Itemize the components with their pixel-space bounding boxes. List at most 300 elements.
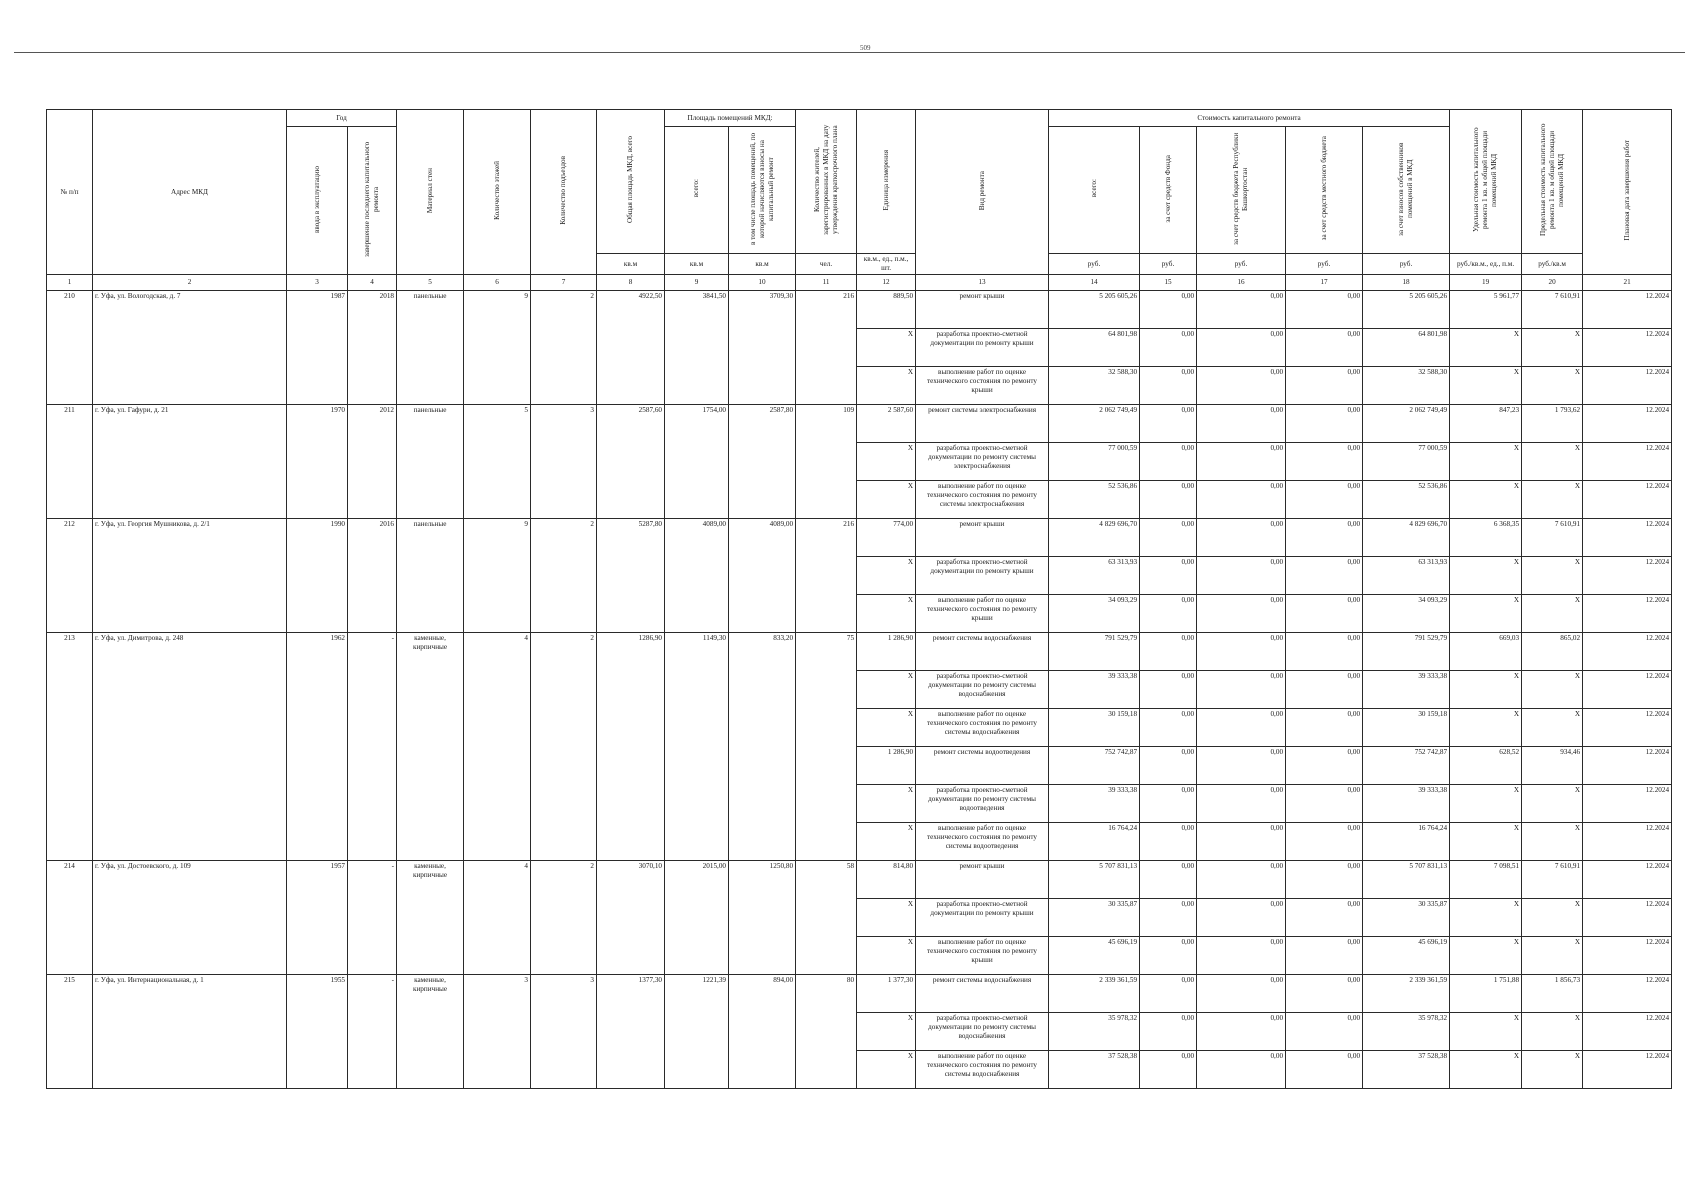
hdr-year-commissioning: ввода в эксплуатацию — [287, 127, 348, 275]
cell-cost-republic: 0,00 — [1197, 519, 1286, 557]
cell-material: каменные, кирпичные — [397, 975, 464, 1089]
hdr-unit-measure: Единица измерения — [857, 110, 916, 254]
cell-cost-owners: 37 528,38 — [1363, 1051, 1450, 1089]
column-number: 18 — [1363, 275, 1450, 291]
hdr-cost-group: Стоимость капитального ремонта — [1049, 110, 1450, 127]
hdr-premises-payers: в том числе площадь помещений, по которой начисляются взносы на капитальный ремонт — [729, 127, 796, 254]
cell-year: 1990 — [287, 519, 348, 633]
cell-repair-type: ремонт крыши — [916, 519, 1049, 557]
cell-cost-local: 0,00 — [1286, 1013, 1363, 1051]
hdr-limit-cost: Предельная стоимость капитального ремонта 1 кв. м общей площади помещений МКД — [1522, 110, 1583, 254]
cell-year: 1970 — [287, 405, 348, 519]
cell-amount: X — [857, 785, 916, 823]
cell-cost-total: 752 742,87 — [1049, 747, 1140, 785]
cell-material: панельные — [397, 405, 464, 519]
hdr-number: № п/п — [47, 110, 93, 275]
cell-cost-republic: 0,00 — [1197, 937, 1286, 975]
cell-repair-type: ремонт системы водоотведения — [916, 747, 1049, 785]
table-row — [47, 519, 1672, 557]
cell-repair-type: ремонт крыши — [916, 291, 1049, 329]
unit-20: руб./кв.м — [1522, 254, 1583, 275]
column-number: 11 — [796, 275, 857, 291]
cell-amount: 1 286,90 — [857, 633, 916, 671]
cell-cost-total: 77 000,59 — [1049, 443, 1140, 481]
cell-planned-date: 12.2024 — [1583, 747, 1672, 785]
cell-cost-total: 4 829 696,70 — [1049, 519, 1140, 557]
unit-15: руб. — [1140, 254, 1197, 275]
cell-planned-date: 12.2024 — [1583, 823, 1672, 861]
cell-cost-republic: 0,00 — [1197, 329, 1286, 367]
cell-last-repair: 2016 — [348, 519, 397, 633]
column-number: 8 — [597, 275, 665, 291]
cell-cost-total: 16 764,24 — [1049, 823, 1140, 861]
cell-cost-republic: 0,00 — [1197, 291, 1286, 329]
cell-cost-total: 34 093,29 — [1049, 595, 1140, 633]
cell-repair-type: выполнение работ по оценке технического состояния по ремонту крыши — [916, 937, 1049, 975]
cell-limit-cost: X — [1522, 557, 1583, 595]
cell-cost-fund: 0,00 — [1140, 519, 1197, 557]
cell-payers-area: 2587,80 — [729, 405, 796, 519]
cell-cost-total: 5 707 831,13 — [1049, 861, 1140, 899]
cell-total-area: 2587,60 — [597, 405, 665, 519]
cell-address: г. Уфа, ул. Гафури, д. 21 — [93, 405, 287, 519]
table-body — [47, 291, 1672, 1089]
cell-cost-fund: 0,00 — [1140, 785, 1197, 823]
cell-limit-cost: 1 856,73 — [1522, 975, 1583, 1013]
cell-address: г. Уфа, ул. Достоевского, д. 109 — [93, 861, 287, 975]
cell-repair-type: выполнение работ по оценке технического состояния по ремонту системы электроснабжения — [916, 481, 1049, 519]
cell-repair-type: ремонт системы электроснабжения — [916, 405, 1049, 443]
hdr-repair-type: Вид ремонта — [916, 110, 1049, 275]
column-number: 1 — [47, 275, 93, 291]
cell-cost-local: 0,00 — [1286, 899, 1363, 937]
cell-repair-type: ремонт системы водоснабжения — [916, 975, 1049, 1013]
column-number: 17 — [1286, 275, 1363, 291]
cell-floors: 4 — [464, 861, 531, 975]
cell-cost-total: 2 062 749,49 — [1049, 405, 1140, 443]
cell-repair-type: разработка проектно-сметной документации по ремонту системы водоснабжения — [916, 1013, 1049, 1051]
cell-amount: X — [857, 709, 916, 747]
cell-cost-owners: 4 829 696,70 — [1363, 519, 1450, 557]
cell-cost-republic: 0,00 — [1197, 975, 1286, 1013]
cell-cost-local: 0,00 — [1286, 823, 1363, 861]
cell-unit-cost: X — [1450, 709, 1522, 747]
cell-unit-cost: X — [1450, 367, 1522, 405]
cell-cost-total: 2 339 361,59 — [1049, 975, 1140, 1013]
cell-unit-cost: 5 961,77 — [1450, 291, 1522, 329]
cell-cost-republic: 0,00 — [1197, 367, 1286, 405]
cell-cost-total: 39 333,38 — [1049, 671, 1140, 709]
cell-total-area: 4922,50 — [597, 291, 665, 405]
cell-number: 215 — [47, 975, 93, 1089]
cell-planned-date: 12.2024 — [1583, 329, 1672, 367]
cell-entrances: 2 — [531, 519, 597, 633]
cell-cost-republic: 0,00 — [1197, 595, 1286, 633]
column-number: 15 — [1140, 275, 1197, 291]
column-number: 9 — [665, 275, 729, 291]
cell-cost-local: 0,00 — [1286, 481, 1363, 519]
cell-planned-date: 12.2024 — [1583, 937, 1672, 975]
cell-cost-local: 0,00 — [1286, 519, 1363, 557]
cell-limit-cost: X — [1522, 823, 1583, 861]
cell-unit-cost: X — [1450, 481, 1522, 519]
cell-cost-fund: 0,00 — [1140, 823, 1197, 861]
cell-amount: X — [857, 595, 916, 633]
cell-cost-republic: 0,00 — [1197, 823, 1286, 861]
cell-limit-cost: X — [1522, 595, 1583, 633]
cell-last-repair: - — [348, 975, 397, 1089]
cell-year: 1987 — [287, 291, 348, 405]
cell-payers-area: 894,00 — [729, 975, 796, 1089]
cell-cost-total: 791 529,79 — [1049, 633, 1140, 671]
cell-cost-fund: 0,00 — [1140, 367, 1197, 405]
cell-planned-date: 12.2024 — [1583, 671, 1672, 709]
cell-residents: 75 — [796, 633, 857, 861]
cell-total-area: 5287,80 — [597, 519, 665, 633]
cell-cost-fund: 0,00 — [1140, 937, 1197, 975]
hdr-planned-date: Плановая дата завершения работ — [1583, 110, 1672, 275]
hdr-cost-local: за счет средств местного бюджета — [1286, 127, 1363, 254]
cell-payers-area: 4089,00 — [729, 519, 796, 633]
cell-planned-date: 12.2024 — [1583, 557, 1672, 595]
cell-cost-total: 63 313,93 — [1049, 557, 1140, 595]
cell-cost-republic: 0,00 — [1197, 1013, 1286, 1051]
column-number: 21 — [1583, 275, 1672, 291]
cell-entrances: 3 — [531, 975, 597, 1089]
cell-limit-cost: X — [1522, 785, 1583, 823]
cell-repair-type: выполнение работ по оценке технического состояния по ремонту системы водоснабжения — [916, 709, 1049, 747]
cell-cost-total: 5 205 605,26 — [1049, 291, 1140, 329]
table-row — [47, 405, 1672, 443]
cell-cost-owners: 2 339 361,59 — [1363, 975, 1450, 1013]
cell-cost-owners: 752 742,87 — [1363, 747, 1450, 785]
cell-cost-local: 0,00 — [1286, 329, 1363, 367]
cell-cost-local: 0,00 — [1286, 1051, 1363, 1089]
cell-repair-type: разработка проектно-сметной документации по ремонту системы водоотведения — [916, 785, 1049, 823]
cell-address: г. Уфа, ул. Вологодская, д. 7 — [93, 291, 287, 405]
cell-floors: 3 — [464, 975, 531, 1089]
cell-limit-cost: 7 610,91 — [1522, 291, 1583, 329]
cell-cost-total: 39 333,38 — [1049, 785, 1140, 823]
cell-repair-type: разработка проектно-сметной документации по ремонту крыши — [916, 899, 1049, 937]
cell-amount: 1 377,30 — [857, 975, 916, 1013]
cell-cost-fund: 0,00 — [1140, 443, 1197, 481]
cell-cost-total: 64 801,98 — [1049, 329, 1140, 367]
hdr-cost-owners: за счет взносов собственников помещений в МКД — [1363, 127, 1450, 254]
cell-unit-cost: X — [1450, 785, 1522, 823]
cell-residents: 58 — [796, 861, 857, 975]
cell-cost-fund: 0,00 — [1140, 405, 1197, 443]
cell-repair-type: разработка проектно-сметной документации по ремонту крыши — [916, 329, 1049, 367]
cell-material: панельные — [397, 291, 464, 405]
unit-19: руб./кв.м., ед., п.м. — [1450, 254, 1522, 275]
cell-cost-republic: 0,00 — [1197, 633, 1286, 671]
cell-repair-type: разработка проектно-сметной документации по ремонту системы электроснабжения — [916, 443, 1049, 481]
cell-premises: 3841,50 — [665, 291, 729, 405]
column-number: 4 — [348, 275, 397, 291]
cell-entrances: 2 — [531, 861, 597, 975]
cell-entrances: 2 — [531, 633, 597, 861]
cell-address: г. Уфа, ул. Георгия Мушникова, д. 2/1 — [93, 519, 287, 633]
cell-cost-total: 52 536,86 — [1049, 481, 1140, 519]
cell-cost-owners: 2 062 749,49 — [1363, 405, 1450, 443]
cell-unit-cost: 1 751,88 — [1450, 975, 1522, 1013]
cell-cost-owners: 52 536,86 — [1363, 481, 1450, 519]
cell-cost-total: 32 588,30 — [1049, 367, 1140, 405]
cell-cost-fund: 0,00 — [1140, 709, 1197, 747]
cell-cost-owners: 30 159,18 — [1363, 709, 1450, 747]
cell-cost-fund: 0,00 — [1140, 671, 1197, 709]
cell-cost-fund: 0,00 — [1140, 861, 1197, 899]
cell-limit-cost: X — [1522, 899, 1583, 937]
cell-amount: X — [857, 671, 916, 709]
table-row — [47, 975, 1672, 1013]
cell-cost-republic: 0,00 — [1197, 557, 1286, 595]
cell-premises: 1754,00 — [665, 405, 729, 519]
unit-16: руб. — [1197, 254, 1286, 275]
cell-cost-local: 0,00 — [1286, 367, 1363, 405]
cell-premises: 2015,00 — [665, 861, 729, 975]
cell-last-repair: - — [348, 633, 397, 861]
cell-number: 211 — [47, 405, 93, 519]
cell-cost-local: 0,00 — [1286, 595, 1363, 633]
cell-amount: X — [857, 443, 916, 481]
cell-number: 210 — [47, 291, 93, 405]
cell-planned-date: 12.2024 — [1583, 1051, 1672, 1089]
cell-cost-local: 0,00 — [1286, 405, 1363, 443]
unit-17: руб. — [1286, 254, 1363, 275]
column-number: 16 — [1197, 275, 1286, 291]
cell-residents: 216 — [796, 519, 857, 633]
cell-limit-cost: 7 610,91 — [1522, 519, 1583, 557]
cell-limit-cost: X — [1522, 709, 1583, 747]
cell-cost-republic: 0,00 — [1197, 443, 1286, 481]
cell-limit-cost: X — [1522, 937, 1583, 975]
cell-unit-cost: X — [1450, 937, 1522, 975]
cell-entrances: 3 — [531, 405, 597, 519]
cell-cost-owners: 45 696,19 — [1363, 937, 1450, 975]
cell-limit-cost: 1 793,62 — [1522, 405, 1583, 443]
cell-premises: 1221,39 — [665, 975, 729, 1089]
column-number: 2 — [93, 275, 287, 291]
column-number: 12 — [857, 275, 916, 291]
cell-cost-fund: 0,00 — [1140, 975, 1197, 1013]
cell-limit-cost: 934,46 — [1522, 747, 1583, 785]
cell-cost-local: 0,00 — [1286, 291, 1363, 329]
cell-unit-cost: X — [1450, 443, 1522, 481]
cell-payers-area: 1250,80 — [729, 861, 796, 975]
cell-limit-cost: X — [1522, 1051, 1583, 1089]
cell-last-repair: - — [348, 861, 397, 975]
unit-9: кв.м — [665, 254, 729, 275]
unit-11: чел. — [796, 254, 857, 275]
unit-18: руб. — [1363, 254, 1450, 275]
cell-floors: 9 — [464, 519, 531, 633]
cell-cost-total: 35 978,32 — [1049, 1013, 1140, 1051]
hdr-cost-fund: за счет средств Фонда — [1140, 127, 1197, 254]
cell-amount: 1 286,90 — [857, 747, 916, 785]
cell-entrances: 2 — [531, 291, 597, 405]
cell-unit-cost: X — [1450, 823, 1522, 861]
cell-cost-fund: 0,00 — [1140, 1051, 1197, 1089]
cell-unit-cost: 7 098,51 — [1450, 861, 1522, 899]
cell-cost-fund: 0,00 — [1140, 1013, 1197, 1051]
cell-number: 214 — [47, 861, 93, 975]
cell-unit-cost: X — [1450, 1013, 1522, 1051]
cell-last-repair: 2012 — [348, 405, 397, 519]
cell-premises: 1149,30 — [665, 633, 729, 861]
cell-cost-total: 30 159,18 — [1049, 709, 1140, 747]
cell-planned-date: 12.2024 — [1583, 709, 1672, 747]
cell-unit-cost: X — [1450, 1051, 1522, 1089]
cell-cost-total: 30 335,87 — [1049, 899, 1140, 937]
hdr-premises-total: всего: — [665, 127, 729, 254]
cell-planned-date: 12.2024 — [1583, 367, 1672, 405]
column-number: 13 — [916, 275, 1049, 291]
cell-cost-local: 0,00 — [1286, 671, 1363, 709]
hdr-cost-total: всего: — [1049, 127, 1140, 254]
hdr-cost-republic: за счет средств бюджета Республики Башкортостан — [1197, 127, 1286, 254]
cell-planned-date: 12.2024 — [1583, 595, 1672, 633]
cell-repair-type: выполнение работ по оценке технического состояния по ремонту крыши — [916, 367, 1049, 405]
cell-repair-type: ремонт крыши — [916, 861, 1049, 899]
cell-cost-owners: 63 313,93 — [1363, 557, 1450, 595]
table-row — [47, 291, 1672, 329]
cell-repair-type: выполнение работ по оценке технического состояния по ремонту системы водоснабжения — [916, 1051, 1049, 1089]
hdr-residents: Количество жителей, зарегистрированных в МКД на дату утверждения краткосрочного плана — [796, 110, 857, 254]
cell-cost-fund: 0,00 — [1140, 291, 1197, 329]
cell-residents: 80 — [796, 975, 857, 1089]
hdr-unit-cost: Удельная стоимость капитального ремонта 1 кв. м общей площади помещений МКД — [1450, 110, 1522, 254]
cell-cost-local: 0,00 — [1286, 557, 1363, 595]
cell-cost-fund: 0,00 — [1140, 747, 1197, 785]
cell-cost-owners: 791 529,79 — [1363, 633, 1450, 671]
cell-year: 1962 — [287, 633, 348, 861]
cell-limit-cost: X — [1522, 671, 1583, 709]
column-number: 20 — [1522, 275, 1583, 291]
cell-amount: X — [857, 481, 916, 519]
cell-cost-republic: 0,00 — [1197, 899, 1286, 937]
cell-cost-total: 45 696,19 — [1049, 937, 1140, 975]
column-number-row — [47, 275, 1672, 291]
cell-unit-cost: 6 368,35 — [1450, 519, 1522, 557]
cell-last-repair: 2018 — [348, 291, 397, 405]
cell-cost-owners: 32 588,30 — [1363, 367, 1450, 405]
cell-cost-republic: 0,00 — [1197, 747, 1286, 785]
cell-limit-cost: X — [1522, 1013, 1583, 1051]
cell-cost-fund: 0,00 — [1140, 899, 1197, 937]
cell-limit-cost: X — [1522, 481, 1583, 519]
cell-cost-owners: 64 801,98 — [1363, 329, 1450, 367]
cell-premises: 4089,00 — [665, 519, 729, 633]
cell-planned-date: 12.2024 — [1583, 405, 1672, 443]
cell-amount: X — [857, 1051, 916, 1089]
cell-unit-cost: 847,23 — [1450, 405, 1522, 443]
cell-planned-date: 12.2024 — [1583, 291, 1672, 329]
cell-material: панельные — [397, 519, 464, 633]
cell-cost-local: 0,00 — [1286, 443, 1363, 481]
hdr-entrances: Количество подъездов — [531, 110, 597, 275]
cell-unit-cost: 628,52 — [1450, 747, 1522, 785]
cell-unit-cost: 669,03 — [1450, 633, 1522, 671]
column-number: 10 — [729, 275, 796, 291]
cell-cost-owners: 77 000,59 — [1363, 443, 1450, 481]
cell-cost-owners: 35 978,32 — [1363, 1013, 1450, 1051]
cell-year: 1957 — [287, 861, 348, 975]
table-head — [47, 110, 1672, 291]
hdr-address: Адрес МКД — [93, 110, 287, 275]
cell-address: г. Уфа, ул. Димитрова, д. 248 — [93, 633, 287, 861]
cell-limit-cost: X — [1522, 329, 1583, 367]
cell-cost-republic: 0,00 — [1197, 861, 1286, 899]
cell-cost-local: 0,00 — [1286, 633, 1363, 671]
cell-unit-cost: X — [1450, 329, 1522, 367]
table-row — [47, 861, 1672, 899]
column-number: 14 — [1049, 275, 1140, 291]
cell-cost-fund: 0,00 — [1140, 329, 1197, 367]
hdr-total-area: Общая площадь МКД, всего — [597, 110, 665, 254]
unit-12: кв.м., ед., п.м., шт. — [857, 254, 916, 275]
cell-repair-type: ремонт системы водоснабжения — [916, 633, 1049, 671]
cell-total-area: 1286,90 — [597, 633, 665, 861]
cell-total-area: 3070,10 — [597, 861, 665, 975]
cell-cost-owners: 30 335,87 — [1363, 899, 1450, 937]
cell-cost-local: 0,00 — [1286, 937, 1363, 975]
cell-cost-fund: 0,00 — [1140, 595, 1197, 633]
cell-cost-owners: 39 333,38 — [1363, 785, 1450, 823]
cell-cost-republic: 0,00 — [1197, 785, 1286, 823]
cell-amount: 2 587,60 — [857, 405, 916, 443]
cell-cost-republic: 0,00 — [1197, 671, 1286, 709]
cell-planned-date: 12.2024 — [1583, 481, 1672, 519]
cell-repair-type: выполнение работ по оценке технического состояния по ремонту крыши — [916, 595, 1049, 633]
cell-number: 213 — [47, 633, 93, 861]
cell-amount: 814,80 — [857, 861, 916, 899]
cell-limit-cost: 7 610,91 — [1522, 861, 1583, 899]
cell-planned-date: 12.2024 — [1583, 1013, 1672, 1051]
hdr-floors: Количество этажей — [464, 110, 531, 275]
column-number: 6 — [464, 275, 531, 291]
cell-amount: 774,00 — [857, 519, 916, 557]
cell-cost-local: 0,00 — [1286, 747, 1363, 785]
cell-cost-fund: 0,00 — [1140, 557, 1197, 595]
cell-planned-date: 12.2024 — [1583, 633, 1672, 671]
cell-unit-cost: X — [1450, 899, 1522, 937]
cell-floors: 9 — [464, 291, 531, 405]
cell-floors: 4 — [464, 633, 531, 861]
cell-amount: X — [857, 557, 916, 595]
cell-floors: 5 — [464, 405, 531, 519]
cell-cost-fund: 0,00 — [1140, 481, 1197, 519]
cell-cost-local: 0,00 — [1286, 709, 1363, 747]
cell-planned-date: 12.2024 — [1583, 861, 1672, 899]
cell-cost-owners: 39 333,38 — [1363, 671, 1450, 709]
cell-repair-type: выполнение работ по оценке технического состояния по ремонту системы водоотведения — [916, 823, 1049, 861]
cell-amount: X — [857, 823, 916, 861]
cell-material: каменные, кирпичные — [397, 633, 464, 861]
unit-8: кв.м — [597, 254, 665, 275]
unit-14: руб. — [1049, 254, 1140, 275]
repair-plan-sheet — [46, 109, 1672, 1089]
cell-material: каменные, кирпичные — [397, 861, 464, 975]
cell-amount: 889,50 — [857, 291, 916, 329]
cell-planned-date: 12.2024 — [1583, 899, 1672, 937]
cell-cost-owners: 16 764,24 — [1363, 823, 1450, 861]
cell-planned-date: 12.2024 — [1583, 443, 1672, 481]
cell-planned-date: 12.2024 — [1583, 519, 1672, 557]
cell-amount: X — [857, 899, 916, 937]
cell-cost-owners: 34 093,29 — [1363, 595, 1450, 633]
